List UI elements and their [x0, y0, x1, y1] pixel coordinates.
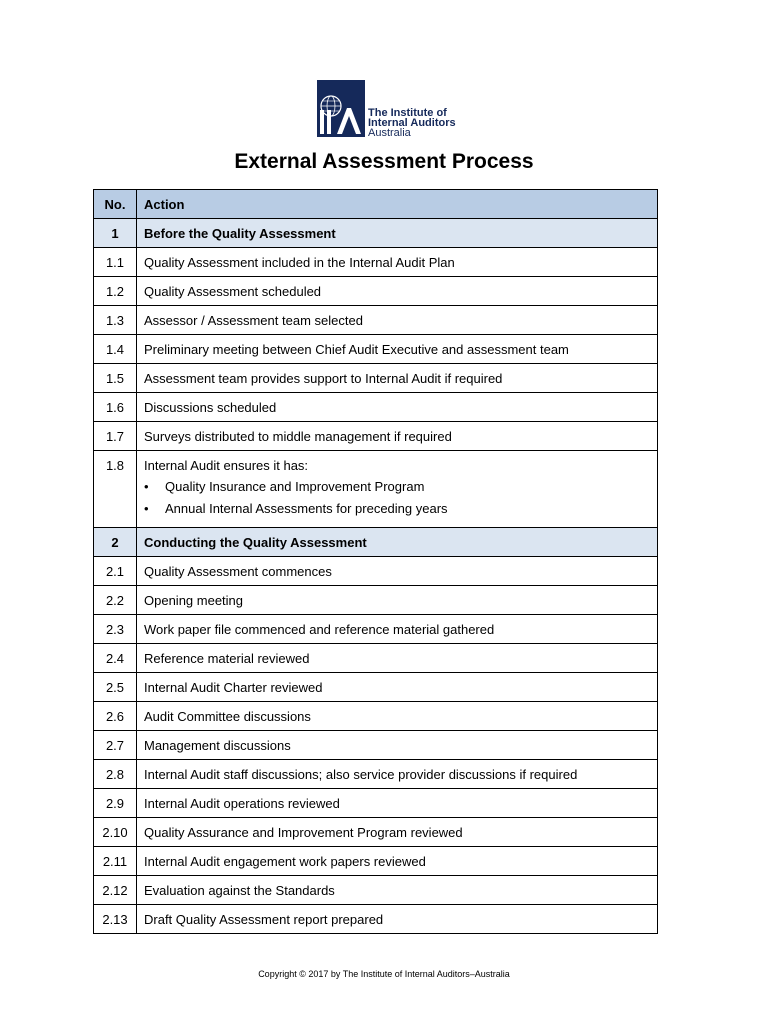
row-action-text: Draft Quality Assessment report prepared — [144, 911, 384, 927]
row-action-cell — [137, 422, 658, 451]
table-row — [94, 702, 658, 731]
row-action-text: Conducting the Quality Assessment — [144, 534, 367, 550]
row-number: 2 — [94, 528, 137, 557]
row-action-cell — [137, 644, 658, 673]
table-row — [94, 586, 658, 615]
copyright-footer: Copyright © 2017 by The Institute of Internal Auditors–Australia — [258, 969, 510, 979]
row-action-text: Work paper file commenced and reference material gathered — [144, 621, 495, 637]
row-action-cell — [137, 847, 658, 876]
column-header-action: Action — [137, 190, 658, 219]
page-title: External Assessment Process — [234, 150, 534, 173]
row-number: 2.6 — [94, 702, 137, 731]
table-row — [94, 731, 658, 760]
row-action-cell — [137, 731, 658, 760]
row-number: 2.5 — [94, 673, 137, 702]
table-row — [94, 673, 658, 702]
row-action-text: Internal Audit Charter reviewed — [144, 679, 323, 695]
logo-line-3: Australia — [368, 127, 411, 139]
row-action-text: Internal Audit engagement work papers reviewed — [144, 853, 426, 869]
row-action-cell — [137, 528, 658, 557]
table-row — [94, 248, 658, 277]
iia-globe-logo-icon — [317, 80, 365, 137]
logo-line-2: Internal Auditors — [368, 117, 456, 129]
section-row — [94, 528, 658, 557]
table-body — [94, 219, 658, 934]
row-action-cell — [137, 248, 658, 277]
row-action-text: Preliminary meeting between Chief Audit Executive and assessment team — [144, 341, 569, 357]
table-row — [94, 393, 658, 422]
row-number: 2.7 — [94, 731, 137, 760]
table-row — [94, 818, 658, 847]
row-action-text: Internal Audit staff discussions; also service provider discussions if required — [144, 766, 578, 782]
row-action-text: Management discussions — [144, 737, 291, 753]
row-action-cell — [137, 789, 658, 818]
table-row — [94, 451, 658, 528]
row-number: 1.8 — [94, 451, 137, 528]
row-action-cell — [137, 277, 658, 306]
row-action-cell — [137, 451, 658, 528]
row-number: 1.2 — [94, 277, 137, 306]
table-row — [94, 306, 658, 335]
row-number: 2.4 — [94, 644, 137, 673]
row-action-cell — [137, 364, 658, 393]
row-number: 2.9 — [94, 789, 137, 818]
row-action-text: Before the Quality Assessment — [144, 225, 336, 241]
iia-logo — [317, 80, 456, 137]
row-action-cell — [137, 557, 658, 586]
row-number: 1.5 — [94, 364, 137, 393]
row-action-cell — [137, 393, 658, 422]
row-action-text: Quality Assurance and Improvement Program reviewed — [144, 824, 463, 840]
row-number: 2.8 — [94, 760, 137, 789]
row-action-text: Internal Audit ensures it has: — [144, 458, 309, 473]
row-action-text: Evaluation against the Standards — [144, 882, 335, 898]
row-action-cell — [137, 219, 658, 248]
process-table — [93, 189, 658, 934]
table-row — [94, 760, 658, 789]
row-action-cell — [137, 905, 658, 934]
table-row — [94, 644, 658, 673]
row-action-text: Surveys distributed to middle management if required — [144, 428, 452, 444]
row-action-text: Assessment team provides support to Internal Audit if required — [144, 370, 503, 386]
bullet-list — [144, 476, 657, 520]
row-number: 2.2 — [94, 586, 137, 615]
row-action-cell — [137, 702, 658, 731]
row-action-text: Discussions scheduled — [144, 399, 277, 415]
row-action-cell — [137, 586, 658, 615]
table-row — [94, 615, 658, 644]
table-row — [94, 422, 658, 451]
table-row — [94, 905, 658, 934]
row-action-text: Audit Committee discussions — [144, 708, 311, 724]
row-action-text: Internal Audit operations reviewed — [144, 795, 340, 811]
logo-wordmark — [368, 108, 456, 138]
bullet-item: • Annual Internal Assessments for preceding years — [144, 498, 657, 520]
table-row — [94, 364, 658, 393]
row-action-text: Assessor / Assessment team selected — [144, 312, 363, 328]
row-action-cell — [137, 673, 658, 702]
row-number: 2.1 — [94, 557, 137, 586]
row-action-text: Opening meeting — [144, 592, 244, 608]
table-row — [94, 335, 658, 364]
row-number: 1.7 — [94, 422, 137, 451]
row-number: 2.3 — [94, 615, 137, 644]
row-number: 1.4 — [94, 335, 137, 364]
row-action-text: Quality Assessment scheduled — [144, 283, 322, 299]
row-action-cell — [137, 335, 658, 364]
table-row — [94, 557, 658, 586]
row-action-cell — [137, 306, 658, 335]
bullet-item: • Quality Insurance and Improvement Program — [144, 476, 657, 498]
table-header-row — [94, 190, 658, 219]
row-action-text: Quality Assessment commences — [144, 563, 332, 579]
section-row — [94, 219, 658, 248]
row-action-cell — [137, 760, 658, 789]
row-action-cell — [137, 876, 658, 905]
row-action-cell — [137, 615, 658, 644]
table-row — [94, 789, 658, 818]
row-number: 1 — [94, 219, 137, 248]
table-row — [94, 876, 658, 905]
table-row — [94, 277, 658, 306]
row-action-text: Reference material reviewed — [144, 650, 310, 666]
row-number: 1.6 — [94, 393, 137, 422]
row-action-cell — [137, 818, 658, 847]
logo-line-1: The Institute of — [368, 107, 447, 119]
row-action-text: Quality Assessment included in the Internal Audit Plan — [144, 254, 455, 270]
row-number: 2.10 — [94, 818, 137, 847]
row-number: 2.11 — [94, 847, 137, 876]
row-number: 2.12 — [94, 876, 137, 905]
row-number: 2.13 — [94, 905, 137, 934]
row-number: 1.1 — [94, 248, 137, 277]
table-row — [94, 847, 658, 876]
column-header-no: No. — [94, 190, 137, 219]
row-number: 1.3 — [94, 306, 137, 335]
